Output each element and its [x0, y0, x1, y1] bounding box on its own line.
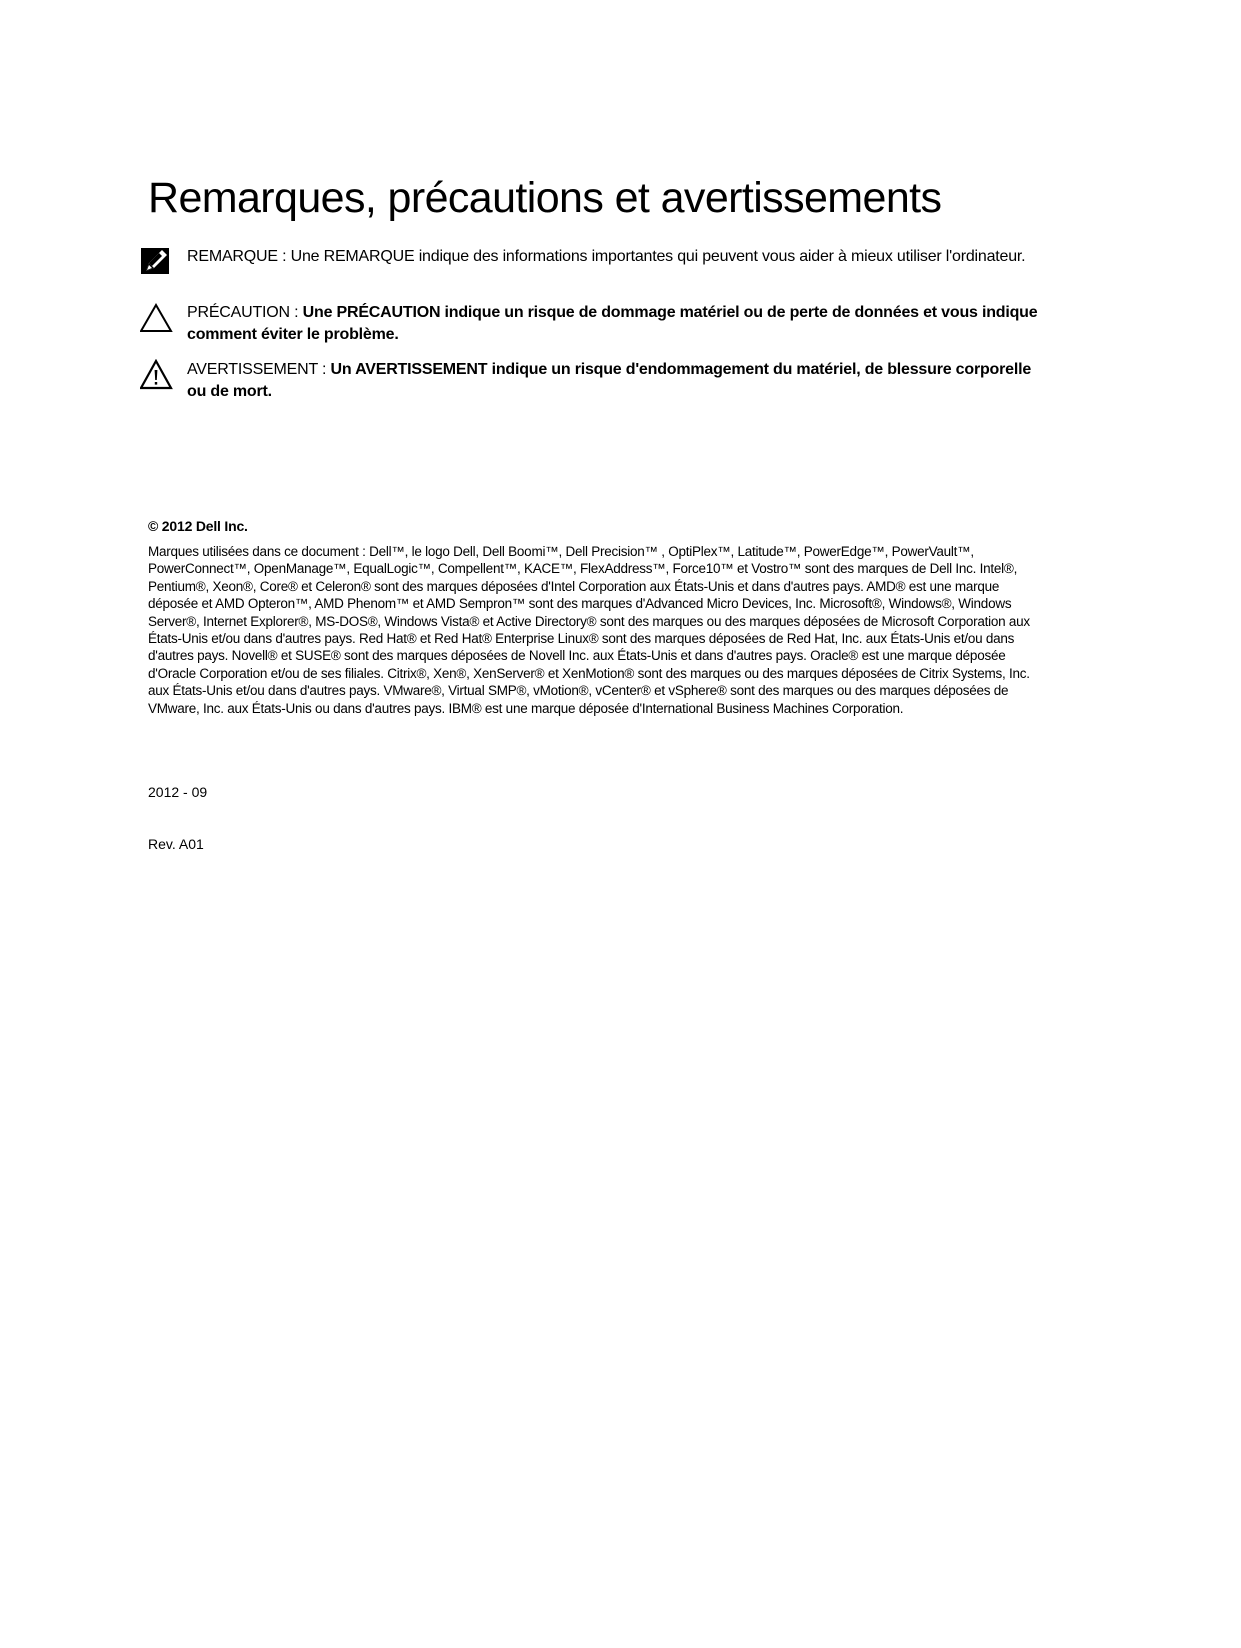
- caution-body: Une PRÉCAUTION indique un risque de dommage matériel ou de perte de données et vous indique comment éviter le problème.: [187, 304, 1038, 343]
- caution-label: PRÉCAUTION :: [187, 304, 303, 321]
- revision-number: Rev. A01: [148, 836, 204, 852]
- page-title: Remarques, précautions et avertissements: [148, 174, 942, 222]
- warning-exclamation-icon: [140, 359, 174, 393]
- caution-triangle-icon: [140, 302, 174, 336]
- warning-notice: [140, 359, 1040, 403]
- warning-body: Un AVERTISSEMENT indique un risque d'endommagement du matériel, de blessure corporelle ou de mort.: [187, 361, 1032, 400]
- note-body: Une REMARQUE indique des informations importantes qui peuvent vous aider à mieux utiliser l'ordinateur.: [290, 248, 1026, 265]
- note-label: REMARQUE :: [187, 248, 291, 265]
- copyright-notice: © 2012 Dell Inc.: [148, 518, 248, 534]
- warning-label: AVERTISSEMENT :: [187, 361, 331, 378]
- caution-notice: [140, 302, 1040, 346]
- publication-date: 2012 - 09: [148, 784, 208, 800]
- note-notice: [140, 246, 1040, 268]
- pencil-note-icon: [140, 246, 174, 280]
- trademarks-paragraph: Marques utilisées dans ce document : Dell™, le logo Dell, Dell Boomi™, Dell Precision™ , OptiPlex™, Latitude™, PowerEdge™, PowerVault™, PowerConnect™, OpenManage™, EqualLogic™, Compellent™, KACE™, FlexAddress™, Force10™ et Vostro™ sont des marques de Dell Inc. Intel®, Pentium®, Xeon®, Core® et Celeron® sont des marques déposées d'Intel Corporation aux États-Unis et dans d'autres pays. AMD® est une marque déposée et AMD Opteron™, AMD Phenom™ et AMD Sempron™ sont des marques d'Advanced Micro Devices, Inc. Microsoft®, Windows®, Windows Server®, Internet Explorer®, MS-DOS®, Windows Vista® et Active Directory® sont des marques ou des marques déposées de Microsoft Corporation aux États-Unis et/ou dans d'autres pays. Red Hat® et Red Hat® Enterprise Linux® sont des marques déposées de Red Hat, Inc. aux États-Unis et/ou dans d'autres pays. Novell® et SUSE® sont des marques déposées de Novell Inc. aux États-Unis et dans d'autres pays. Oracle® est une marque déposée d'Oracle Corporation et/ou de ses filiales. Citrix®, Xen®, XenServer® et XenMotion® sont des marques ou des marques déposées de Citrix Systems, Inc. aux États-Unis et/ou dans d'autres pays. VMware®, Virtual SMP®, vMotion®, vCenter® et vSphere® sont des marques ou des marques déposées de VMware, Inc. aux États-Unis ou dans d'autres pays. IBM® est une marque déposée d'International Business Machines Corporation.: [148, 544, 1030, 716]
